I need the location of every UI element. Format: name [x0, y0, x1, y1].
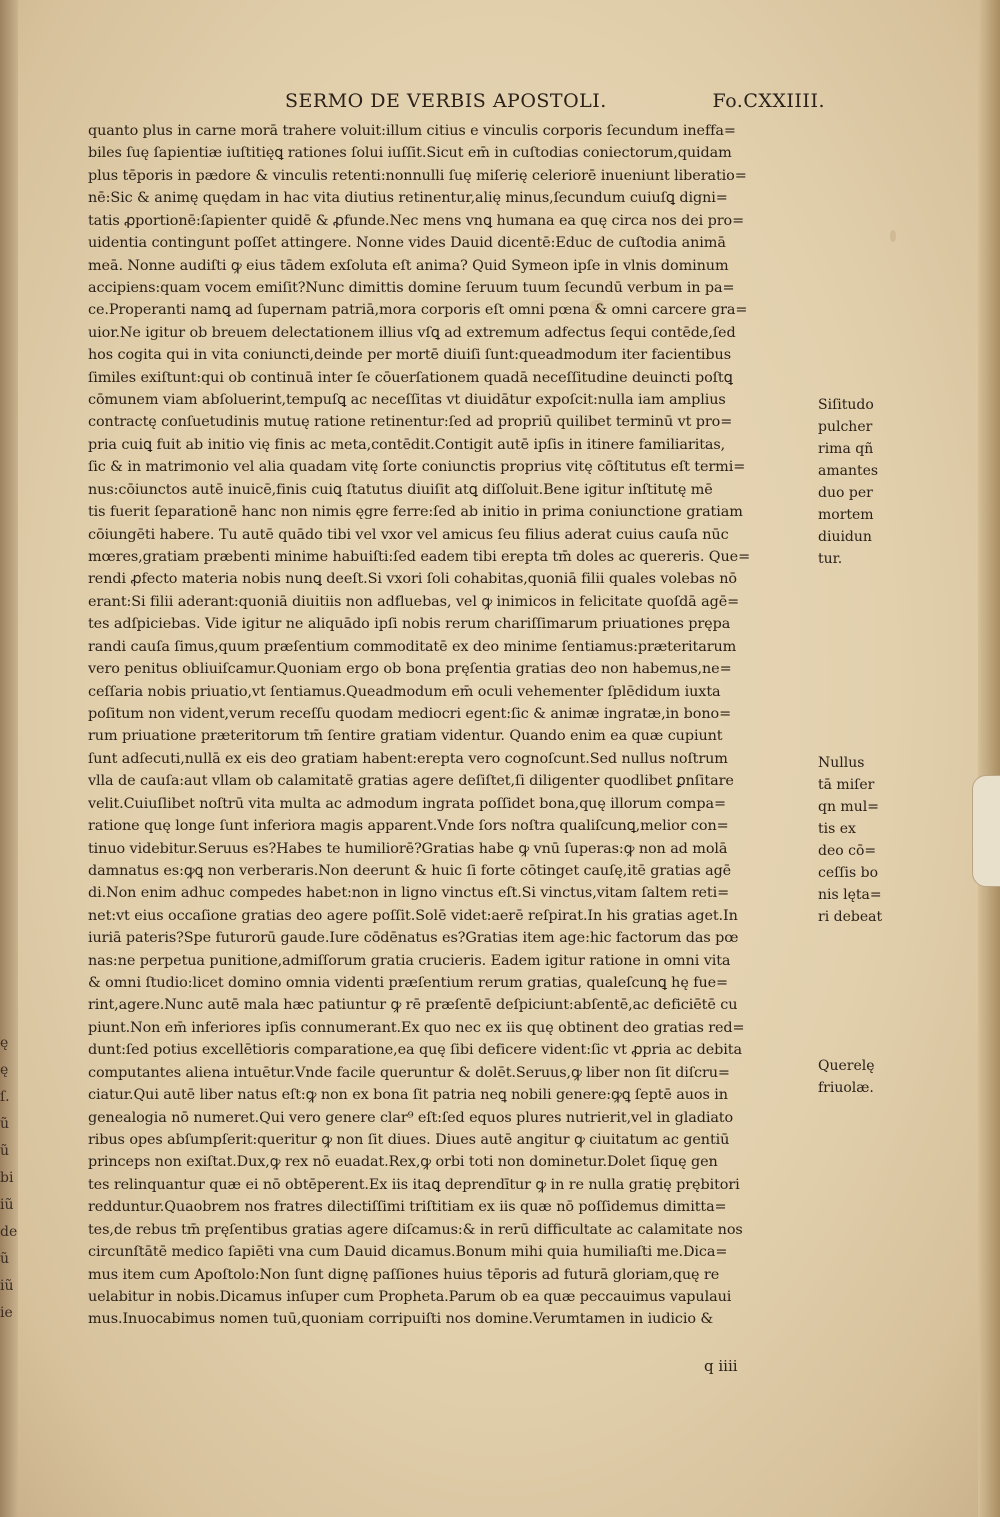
text-line: computantes aliena intuētur.Vnde facile queruntur & dolēt.Seruus,ꝙ liber non ſit diſcru=	[88, 1064, 730, 1081]
marginal-line: rima qñ	[818, 441, 874, 457]
text-line: tis fuerit ſeparationē hanc non nimis ęgre ferre:ſed ab initio in prima coniunctione gratiam	[88, 504, 743, 521]
text-line: biles ſuę ſapientiæ iuſtitięꝗ rationes ſolui iuſſit.Sicut em̄ in cuſtodias coniectorum,quidam	[88, 145, 732, 162]
text-line: cōiungēti habere. Tu autē quādo tibi vel vxor vel amicus ſeu filius aderat cuius cauſa nūc	[88, 526, 729, 543]
text-line: nus:cōiunctos autē inuicē,finis cuiꝗ ſtatutus diuiſit atꝗ diſſoluit.Bene igitur inſtitutę mē	[88, 481, 713, 498]
marginal-line: nis lęta=	[818, 887, 882, 903]
text-line: uidentia contingunt poſſet attingere. Nonne vides Dauid dicentē:Educ de cuſtodia animā	[88, 235, 726, 252]
text-line: rint,agere.Nunc autē mala hæc patiuntur ꝙ rē præſentē deſpiciunt:abſentē,ac deficiētē cu	[88, 997, 738, 1014]
text-line: net:vt eius occaſione gratias deo agere poſſit.Solē videt:aerē reſpirat.In his gratias aget.In	[88, 907, 738, 924]
gutter-letter: iũ	[0, 1197, 14, 1213]
text-line: rum priuatione præteritorum tm̄ ſentire gratiam videntur. Quando enim ea quæ cupiunt	[88, 728, 723, 745]
text-line: pria cuiꝗ fuit ab initio vię finis ac meta,contēdit.Contigit autē ipſis in itinere familiaritas,	[88, 436, 726, 453]
gutter-letter: ũ	[0, 1143, 10, 1159]
text-line: randi cauſa ſimus,quum præſentium commoditatē ex deo minime ſentiamus:præteritarum	[88, 638, 737, 655]
marginal-line: friuolæ.	[818, 1080, 874, 1096]
text-line: tes relinquantur quæ ei nō obtēperent.Ex iis itaꝗ deprendītur ꝙ in re nulla gratię prębitori	[88, 1176, 740, 1193]
text-line: mus.Inuocabimus nomen tuū,quoniam corripuiſti nos domine.Verumtamen in iudicio &	[88, 1311, 714, 1328]
text-line: cōmunem viam abſoluerint,tempuſꝗ ac neceſſitas vt diuidātur expoſcit:nulla iam amplius	[88, 392, 726, 409]
marginal-line: Querelę	[818, 1058, 875, 1074]
running-title: SERMO DE VERBIS APOSTOLI.	[285, 90, 607, 112]
marginal-note-nullus	[818, 752, 928, 928]
marginal-line: pulcher	[818, 419, 873, 435]
text-line: uelabitur in nobis.Dicamus inſuper cum Propheta.Parum ob ea quæ peccauimus vapulaui	[88, 1288, 732, 1305]
gutter-letter: ũ	[0, 1251, 10, 1267]
page-edge-shadow	[978, 0, 1000, 1517]
marginal-line: tā miſer	[818, 777, 875, 793]
signature-mark: q iiii	[704, 1357, 738, 1375]
text-line: uior.Ne igitur ob breuem delectationem illius vſꝗ ad extremum adfectus ſequi contēde,ſed	[88, 324, 736, 341]
gutter-letter: ũ	[0, 1116, 10, 1132]
gutter-previous-page-letters	[0, 1030, 20, 1327]
text-line: hos cogita qui in vita coniuncti,deinde per mortē diuiſi ſunt:queadmodum iter facientibus	[88, 347, 731, 364]
text-line: quanto plus in carne morā trahere voluit:illum citius e vinculis corporis ſecundum ineffa=	[88, 123, 736, 139]
text-line: vero penitus obliuiſcamur.Quoniam ergo ob bona pręſentia gratias deo non habemus,ne=	[88, 661, 732, 678]
text-line: redduntur.Quaobrem nos fratres dilectiſſimi triſtitiam ex iis quæ nō poſſidemus dimitta=	[88, 1199, 727, 1216]
text-line: piunt.Non em̄ inferiores ipſis connumerant.Ex quo nec ex iis quę obtinent deo gratias red=	[88, 1019, 745, 1036]
marginal-line: qn mul=	[818, 799, 879, 815]
text-line: contractę conſuetudinis mutuę ratione retinentur:ſed ad propriū quilibet terminū vt pro=	[88, 414, 733, 431]
marginal-line: diuidun	[818, 529, 872, 545]
gutter-letter: bi	[0, 1170, 14, 1186]
gutter-letter: ie	[0, 1305, 13, 1321]
text-line: nas:ne perpetua punitione,admiſſorum gratia crucieris. Eadem igitur ratione in omni vita	[88, 952, 731, 969]
marginal-line: tur.	[818, 551, 843, 567]
gutter-letter: de	[0, 1224, 18, 1240]
text-line: plus tēporis in pædore & vinculis retenti:nonnulli ſuę miſerię celeriorē inueniunt liberatio=	[88, 167, 747, 184]
main-text-column	[88, 120, 813, 1331]
foxing-spot	[890, 230, 896, 242]
marginal-line: amantes	[818, 463, 879, 479]
text-line: ribus opes abſumpſerit:queritur ꝙ non ſit diues. Diues autē angitur ꝙ ciuitatum ac gentiū	[88, 1131, 730, 1148]
running-header	[285, 90, 825, 118]
text-line: dunt:ſed potius excellētioris comparatione,ea quę ſibi deficere vident:ſic vt ꝓpria ac debita	[88, 1042, 742, 1059]
text-line: ſimiles exiſtunt:qui ob continuā inter ſe cōuerſationem quadā neceſſitudine deuincti poſtꝗ	[88, 369, 733, 386]
page-tab	[972, 775, 1000, 887]
text-line: circunſtātē medico ſapiēti vna cum Dauid dicamus.Bonum mihi quia humiliaſti me.Dica=	[88, 1244, 728, 1261]
marginal-line: Siſitudo	[818, 397, 874, 413]
text-line: & omni ſtudio:licet domino omnia videnti præſentium rerum gratias, qualeſcunꝗ hę fue=	[88, 975, 729, 992]
marginal-line: ri debeat	[818, 909, 883, 925]
folio-number: Fo.CXXIIII.	[712, 90, 825, 112]
text-line: tes,de rebus tm̄ pręſentibus gratias agere diſcamus:& in rerū difficultate ac calamitate nos	[88, 1221, 743, 1238]
text-line: tes adſpiciebas. Vide igitur ne aliquādo ipſi nobis rerum chariſſimarum priuationes prępa	[88, 616, 731, 633]
marginal-note-similitudo	[818, 394, 928, 570]
text-line: accipiens:quam vocem emiſit?Nunc dimittis domine ſeruum tuum ſecundū verbum in pa=	[88, 279, 735, 296]
text-line: iuriā pateris?Spe futurorū gaude.Iure cōdēnatus es?Gratias item age:hic factorum das pœ	[88, 930, 739, 947]
text-line: poſitum non vident,verum receſſu quodam mediocri egent:ſic & animæ ingratæ,in bono=	[88, 705, 732, 722]
text-line: nē:Sic & animę quędam in hac vita diutius retinentur,alię minus,ſecundum cuiuſꝗ digni=	[88, 190, 728, 207]
marginal-line: duo per	[818, 485, 873, 501]
gutter-letter: ę	[0, 1062, 9, 1078]
text-line: mœres,gratiam præbenti minime habuiſti:ſed eadem tibi erepta tm̄ doles ac quereris. Que=	[88, 549, 751, 566]
text-line: meā. Nonne audiſti ꝙ eius tādem exſoluta eſt anima? Quid Symeon ipſe in vlnis dominum	[88, 257, 729, 274]
text-line: ciatur.Qui autē liber natus eſt:ꝙ non ex bona ſit patria neꝗ nobili genere:ꝙꝗ ſeptē auos in	[88, 1087, 728, 1104]
text-line: erant:Si filii aderant:quoniā diuitiis non adfluebas, vel ꝙ inimicos in felicitate quoſdā agē=	[88, 593, 740, 610]
text-line: di.Non enim adhuc compedes habet:non in ligno vinctus eſt.Si vinctus,vitam ſaltem reti=	[88, 885, 730, 902]
text-line: damnatus es:ꝙꝗ non verberaris.Non deerunt & huic ſi forte cōtinget cauſę,itē gratias agē	[88, 862, 732, 879]
gutter-letter: iũ	[0, 1278, 14, 1294]
text-line: ratione quę longe ſunt inferiora magis apparent.Vnde ſors noſtra qualiſcunꝗ,melior con=	[88, 818, 729, 835]
marginal-note-querele	[818, 1055, 928, 1099]
text-line: genealogia nō numeret.Qui vero genere clar⁹ eſt:ſed equos plures nutrierit,vel in gladiato	[88, 1109, 734, 1126]
text-line: ce.Properanti namꝗ ad ſupernam patriā,mora corporis eſt omni pœna & omni carcere gra=	[88, 302, 748, 319]
text-line: princeps non exiſtat.Dux,ꝙ rex nō euadat.Rex,ꝙ orbi toti non dominetur.Dolet ſiquę gen	[88, 1154, 718, 1171]
marginal-line: ceſſis bo	[818, 865, 878, 881]
text-line: ſic & in matrimonio vel alia quadam vitę ſorte coniunctis proprius vitę cōſtitutus eſt termi=	[88, 459, 746, 476]
gutter-letter: ę	[0, 1035, 9, 1051]
text-line: ſunt adſecuti,nullā ex eis deo gratiam habent:erepta vero cognoſcunt.Sed nullus noſtrum	[88, 750, 728, 767]
text-line: vlla de cauſa:aut vllam ob calamitatē gratias agere deſiſtet,ſi diligenter quodlibet ꝑnſitare	[88, 773, 734, 790]
text-line: tinuo videbitur.Seruus es?Habes te humiliorē?Gratias habe ꝙ vnū ſuperas:ꝙ non ad molā	[88, 840, 728, 857]
text-line: rendi ꝓfecto materia nobis nunꝗ deeſt.Si vxori ſoli cohabitas,quoniā filii quales volebas nō	[88, 571, 737, 588]
text-line: tatis ꝓportionē:ſapienter quidē & ꝓfunde.Nec mens vnꝗ humana ea quę circa nos dei pro=	[88, 212, 745, 229]
text-line: ceſſaria nobis priuatio,vt ſentiamus.Queadmodum em̄ oculi vehementer ſplēdidum iuxta	[88, 683, 721, 700]
marginal-line: deo cō=	[818, 843, 877, 859]
marginal-line: mortem	[818, 507, 874, 523]
marginal-line: Nullus	[818, 755, 865, 771]
gutter-letter: ſ.	[0, 1089, 10, 1105]
text-line: velit.Cuiuſlibet noſtrū vita multa ac admodum ingrata poſſidet bona,quę illorum compa=	[88, 795, 726, 812]
text-line: mus item cum Apoſtolo:Non ſunt dignę paſſiones huius tēporis ad futurā gloriam,quę re	[88, 1266, 720, 1283]
marginal-line: tis ex	[818, 821, 856, 837]
